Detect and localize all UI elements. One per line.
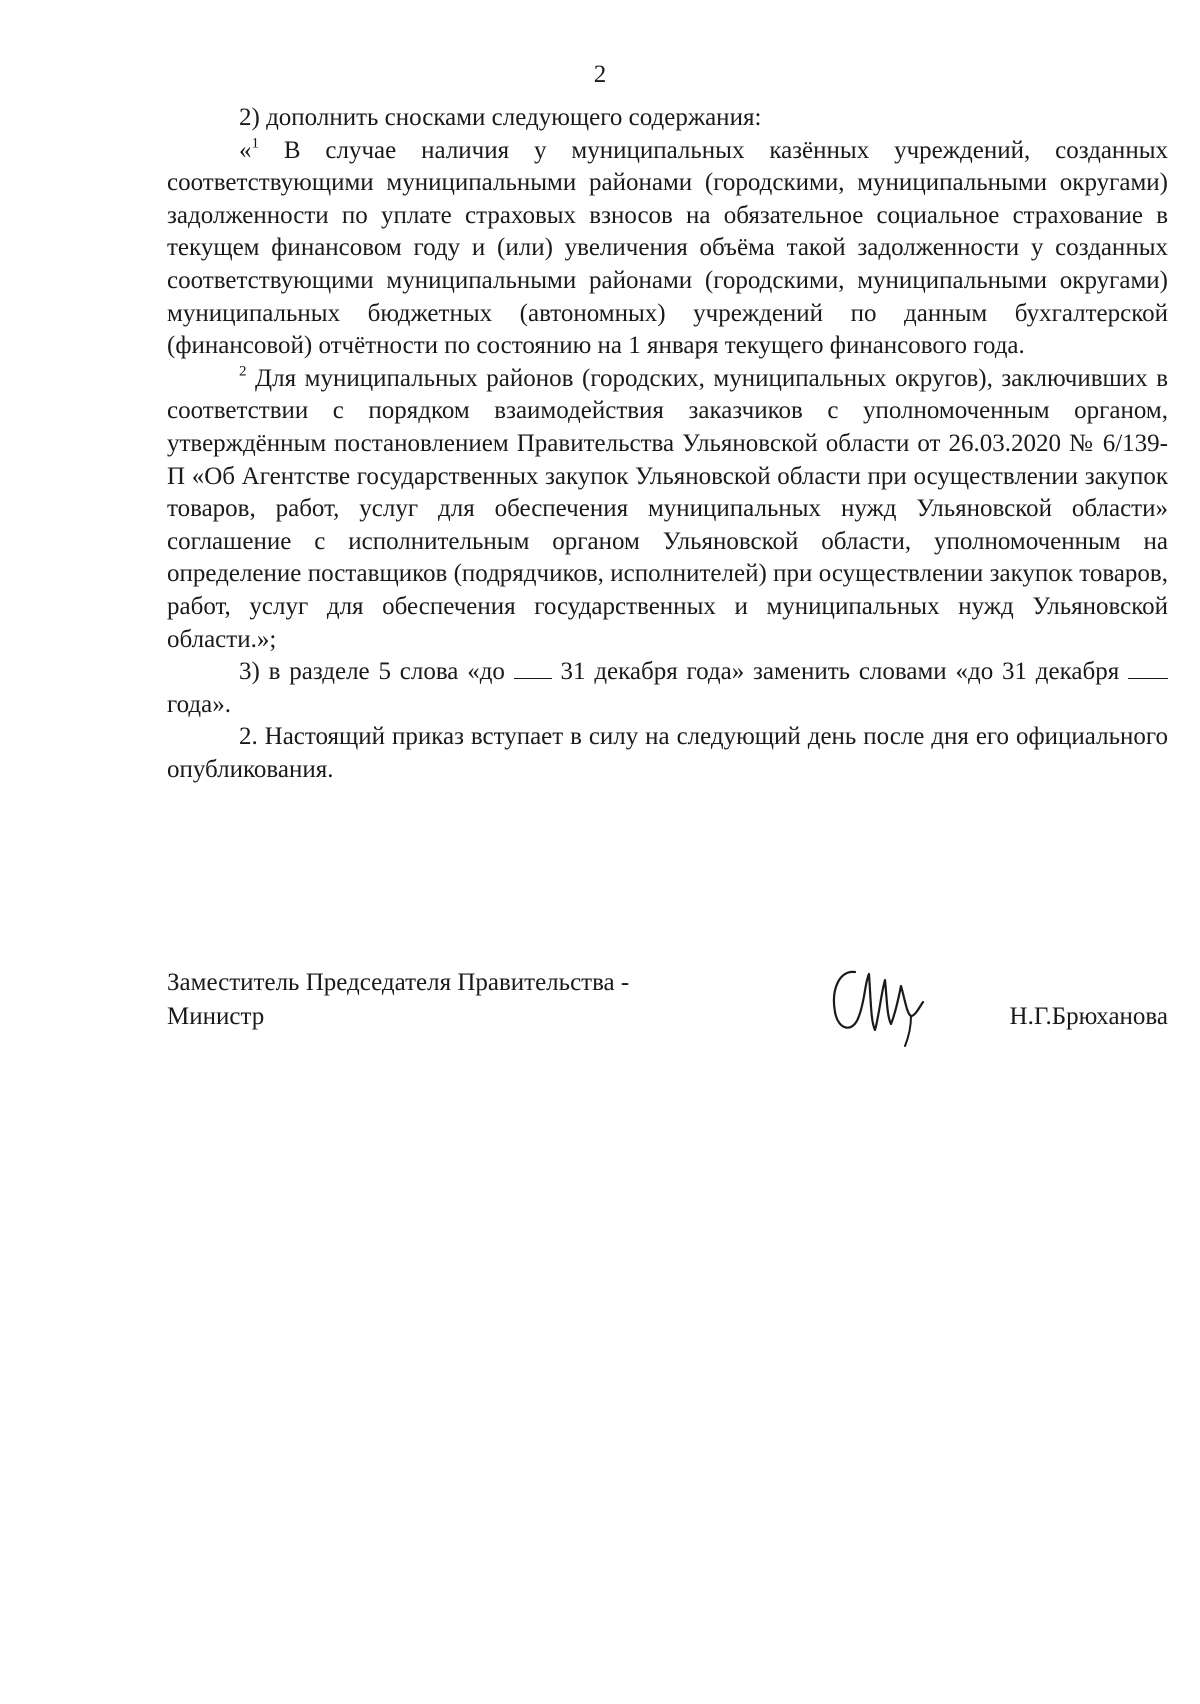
point2: 2. Настоящий приказ вступает в силу на следующий день после дня его официального опубликования.: [167, 723, 1168, 783]
footnote-2: [167, 363, 1168, 656]
item3-part3: года».: [167, 690, 231, 718]
open-quote: «: [239, 136, 252, 164]
footnote-1: [167, 135, 1168, 363]
item3-part1: 3) в разделе 5 слова «до: [239, 658, 514, 686]
signatory-title: [167, 966, 629, 1034]
signature-block: [167, 966, 1168, 1046]
blank-field-2: [1128, 660, 1168, 679]
signatory-title-line1: Заместитель Председателя Правительства -: [167, 969, 630, 996]
footnote-marker-1: 1: [251, 135, 259, 152]
item3-part2: 31 декабря года» заменить словами «до 31 декабря: [551, 658, 1128, 686]
footnote-2-text: Для муниципальных районов (городских, муниципальных округов), заключивших в соответствии с порядком взаимодействия заказчиков с уполномоченным органом, утверждённым постановлением Правительства Ульяновской области от 26.03.2020 № 6/139-П «Об Агентстве государственных закупок Ульяновской области при осуществлении закупок товаров, работ, услуг для обеспечения муниципальных нужд Ульяновской области» соглашение с исполнительным органом Ульяновской области, уполномоченным на определение поставщиков (подрядчиков, исполнителей) при осуществлении закупок товаров, работ, услуг для обеспечения государственных и муниципальных нужд Ульяновской области.»;: [167, 364, 1168, 653]
blank-field-1: [514, 660, 552, 679]
handwritten-signature: [825, 960, 935, 1050]
item3: [167, 656, 1168, 721]
signatory-title-line2: Министр: [167, 1003, 265, 1030]
footnote-marker-2: 2: [239, 363, 247, 380]
footnote-1-text: В случае наличия у муниципальных казённых учреждений, созданных соответствующими муниципальными районами (городскими, муниципальными округами) задолженности по уплате страховых взносов на обязательное социальное страхование в текущем финансовом году и (или) увеличения объёма такой задолженности у созданных соответствующими муниципальными районами (городскими, муниципальными округами) муниципальных бюджетных (автономных) учреждений по данным бухгалтерской (финансовой) отчётности по состоянию на 1 января текущего финансового года.: [167, 136, 1168, 360]
page-number: 2: [593, 61, 607, 88]
item2-intro: 2) дополнить сносками следующего содержания:: [239, 104, 762, 131]
signatory-name: Н.Г.Брюханова: [1009, 1003, 1168, 1030]
document-body: [167, 102, 1168, 786]
